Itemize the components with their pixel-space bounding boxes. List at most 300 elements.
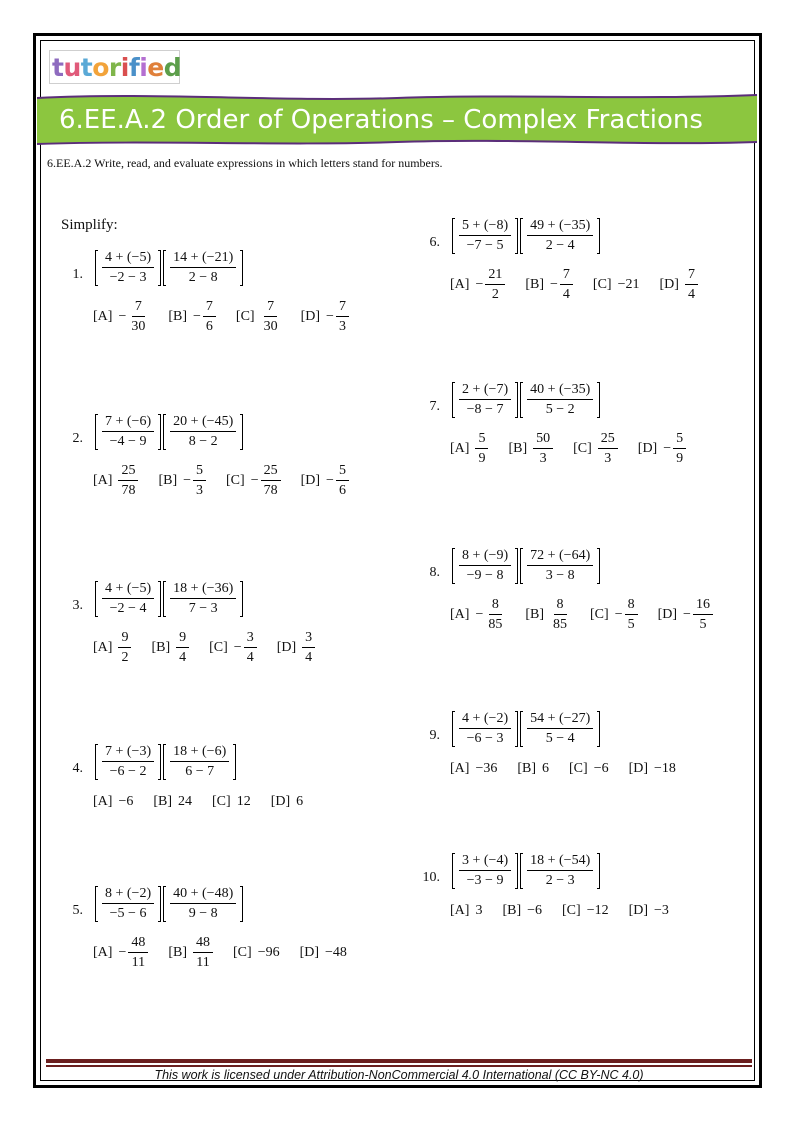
answer-label: [C] (209, 640, 228, 655)
answer-choices (93, 936, 367, 970)
problem-number: 6. (429, 235, 440, 250)
answer-label: [D] (299, 945, 320, 960)
answer-fraction (625, 598, 638, 632)
second-bracket-fraction-denominator: 2 − 8 (188, 270, 218, 285)
answer-choice-A (93, 936, 148, 970)
answer-fraction-numerator: 48 (128, 936, 148, 953)
answer-choice-A (450, 598, 505, 632)
left-bracket (520, 382, 523, 418)
problem-8 (412, 548, 752, 658)
second-bracket-fraction (527, 712, 593, 746)
answer-fraction-numerator: 7 (560, 268, 573, 285)
problem-number: 8. (429, 565, 440, 580)
left-bracket (95, 250, 98, 286)
standard-description: 6.EE.A.2 Write, read, and evaluate expressions in which letters stand for numbers. (47, 156, 443, 170)
left-bracket (95, 581, 98, 617)
page-title: 6.EE.A.2 Order of Operations – Complex Fractions (59, 105, 703, 135)
answer-fraction-denominator: 3 (539, 451, 547, 466)
left-bracket (452, 218, 455, 254)
answer-choice-A (450, 268, 505, 302)
answer-label: [A] (93, 794, 113, 809)
answer-label: [D] (300, 309, 321, 324)
problem-expression (452, 218, 602, 254)
answer-choice-C (226, 464, 281, 498)
answer-label: [C] (573, 441, 592, 456)
answer-fraction-numerator: 25 (118, 464, 138, 481)
answer-label: [C] (592, 277, 612, 292)
second-bracket (163, 744, 238, 780)
answer-choices (450, 268, 718, 302)
second-bracket-fraction-numerator: 18 + (−6) (170, 745, 229, 762)
answer-choice-D (629, 761, 676, 777)
logo-letter: o (92, 52, 109, 82)
answer-label: [A] (450, 277, 470, 292)
answer-choices (93, 631, 335, 665)
answer-fraction-denominator: 85 (553, 617, 568, 632)
left-bracket (520, 711, 523, 747)
answer-label: [D] (300, 473, 321, 488)
answer-value: −21 (617, 277, 640, 292)
first-bracket (95, 744, 163, 780)
answer-choice-B (151, 631, 189, 665)
answer-fraction-numerator: 7 (203, 300, 216, 317)
answer-fraction-denominator: 4 (179, 650, 187, 665)
answer-fraction-denominator: 4 (687, 287, 695, 302)
answer-label: [B] (158, 473, 178, 488)
license-footer: This work is licensed under Attribution-NonCommercial 4.0 International (CC BY-NC 4.0) (154, 1068, 644, 1082)
answer-fraction-denominator: 9 (478, 451, 486, 466)
answer-label: [D] (276, 640, 297, 655)
problem-number: 4. (72, 761, 83, 776)
answer-choice-C (593, 277, 640, 293)
answer-label: [A] (93, 640, 113, 655)
answer-fraction (193, 464, 206, 498)
first-bracket-fraction (102, 887, 154, 921)
right-bracket (240, 581, 243, 617)
answer-fraction (336, 300, 349, 334)
problem-expression (452, 853, 602, 889)
second-bracket-fraction-denominator: 8 − 2 (188, 434, 218, 449)
answer-label: [D] (270, 794, 291, 809)
answer-label: [D] (657, 607, 678, 622)
first-bracket-fraction-numerator: 5 + (−8) (459, 219, 511, 236)
answer-choice-B (517, 761, 549, 777)
second-bracket-fraction (527, 383, 593, 417)
answer-value: −36 (475, 761, 498, 776)
right-bracket (158, 581, 161, 617)
answer-label: [B] (525, 277, 545, 292)
answer-choice-A (93, 464, 138, 498)
problem-number: 10. (422, 870, 440, 885)
answer-choice-C (569, 761, 609, 777)
answer-label: [C] (235, 309, 255, 324)
second-bracket (520, 218, 602, 254)
answer-choice-C (233, 945, 280, 961)
answer-choice-D (629, 903, 669, 919)
right-bracket (158, 886, 161, 922)
answer-label: [B] (153, 794, 173, 809)
second-bracket (520, 853, 602, 889)
answer-label: [D] (637, 441, 658, 456)
answer-value: 24 (178, 794, 193, 809)
first-bracket-fraction (102, 745, 154, 779)
answer-sign: − (683, 607, 691, 622)
first-bracket-fraction-denominator: −6 − 3 (466, 731, 504, 746)
answer-choice-D (301, 464, 349, 498)
answer-label: [A] (450, 607, 470, 622)
answer-choice-D (301, 300, 349, 334)
answer-label: [C] (212, 794, 231, 809)
answer-choice-C (573, 432, 618, 466)
right-bracket (597, 853, 600, 889)
answer-fraction (203, 300, 216, 334)
answer-sign: − (614, 607, 623, 622)
logo-letter: i (120, 52, 129, 82)
left-bracket (163, 414, 166, 450)
answer-fraction (128, 300, 148, 334)
answer-fraction (673, 432, 686, 466)
first-bracket (95, 581, 163, 617)
second-bracket-fraction-denominator: 9 − 8 (188, 906, 218, 921)
answer-choice-D (300, 945, 347, 961)
problem-10 (412, 853, 752, 963)
first-bracket (452, 218, 520, 254)
second-bracket-fraction (170, 745, 229, 779)
answer-fraction-denominator: 78 (263, 483, 278, 498)
answer-value: 12 (236, 794, 251, 809)
problem-7 (412, 382, 752, 492)
answer-sign: − (118, 309, 127, 324)
answer-choice-C (236, 300, 281, 334)
answer-fraction (485, 268, 505, 302)
first-bracket-fraction (459, 712, 511, 746)
footer-rule-thin (46, 1065, 752, 1067)
second-bracket-fraction-denominator: 2 − 3 (545, 873, 575, 888)
second-bracket-fraction-numerator: 40 + (−35) (527, 383, 593, 400)
first-bracket-fraction-denominator: −7 − 5 (466, 238, 504, 253)
answer-fraction-numerator: 3 (302, 631, 315, 648)
right-bracket (240, 250, 243, 286)
answer-sign: − (475, 607, 484, 622)
right-bracket (515, 548, 518, 584)
answer-fraction-denominator: 3 (196, 483, 204, 498)
answer-choice-B (168, 300, 216, 334)
answer-value: −6 (118, 794, 134, 809)
first-bracket-fraction (459, 219, 511, 253)
answer-sign: − (326, 473, 334, 488)
right-bracket (597, 218, 600, 254)
second-bracket-fraction-denominator: 5 − 2 (545, 402, 575, 417)
answer-fraction-numerator: 7 (685, 268, 698, 285)
answer-choice-A (450, 903, 482, 919)
answer-fraction (302, 631, 315, 665)
answer-choice-D (271, 794, 303, 810)
answer-fraction-numerator: 48 (193, 936, 213, 953)
first-bracket-fraction-numerator: 4 + (−2) (459, 712, 511, 729)
problem-expression (95, 414, 245, 450)
answer-fraction-denominator: 5 (627, 617, 635, 632)
answer-choice-A (450, 432, 488, 466)
second-bracket-fraction-numerator: 54 + (−27) (527, 712, 593, 729)
right-bracket (158, 250, 161, 286)
answer-label: [D] (628, 761, 649, 776)
right-bracket (515, 382, 518, 418)
problem-3 (55, 581, 395, 691)
first-bracket-fraction (459, 383, 511, 417)
answer-fraction-denominator: 6 (205, 319, 213, 334)
answer-label: [B] (517, 761, 537, 776)
second-bracket-fraction-numerator: 20 + (−45) (170, 415, 236, 432)
logo-letter: i (139, 52, 148, 82)
left-bracket (95, 744, 98, 780)
answer-fraction (560, 268, 573, 302)
problem-number: 2. (72, 431, 83, 446)
left-bracket (520, 218, 523, 254)
second-bracket-fraction-numerator: 49 + (−35) (527, 219, 593, 236)
answer-value: −96 (257, 945, 280, 960)
right-bracket (240, 886, 243, 922)
answer-fraction (598, 432, 618, 466)
answer-choice-B (168, 936, 213, 970)
problem-expression (452, 382, 602, 418)
answer-choice-A (93, 300, 148, 334)
answer-choice-B (153, 794, 192, 810)
first-bracket-fraction-denominator: −3 − 9 (466, 873, 504, 888)
first-bracket-fraction-denominator: −9 − 8 (466, 568, 504, 583)
answer-choice-D (277, 631, 315, 665)
answer-label: [A] (450, 761, 470, 776)
answer-fraction-numerator: 25 (598, 432, 618, 449)
answer-label: [C] (569, 761, 588, 776)
answer-fraction (485, 598, 505, 632)
right-bracket (240, 414, 243, 450)
first-bracket-fraction-denominator: −2 − 4 (109, 601, 147, 616)
answer-fraction-numerator: 5 (193, 464, 206, 481)
answer-value: −6 (593, 761, 609, 776)
answer-fraction-denominator: 4 (246, 650, 254, 665)
answer-value: −3 (654, 903, 669, 918)
answer-choice-B (502, 903, 542, 919)
right-bracket (158, 744, 161, 780)
answer-fraction-numerator: 8 (625, 598, 638, 615)
problem-1 (55, 250, 395, 360)
answer-sign: − (250, 473, 259, 488)
answer-label: [A] (93, 945, 113, 960)
answer-fraction (475, 432, 488, 466)
answer-fraction (128, 936, 148, 970)
problem-6 (412, 218, 752, 328)
answer-fraction (693, 598, 713, 632)
second-bracket (163, 886, 245, 922)
first-bracket-fraction-denominator: −5 − 6 (109, 906, 147, 921)
answer-fraction-numerator: 16 (693, 598, 713, 615)
answer-choices (450, 598, 733, 632)
first-bracket-fraction-denominator: −4 − 9 (109, 434, 147, 449)
logo-letter: r (108, 52, 121, 82)
second-bracket-fraction-numerator: 14 + (−21) (170, 251, 236, 268)
second-bracket-fraction-denominator: 3 − 8 (545, 568, 575, 583)
answer-label: [B] (151, 640, 171, 655)
answer-fraction (193, 936, 213, 970)
first-bracket-fraction (102, 415, 154, 449)
answer-sign: − (183, 473, 192, 488)
right-bracket (158, 414, 161, 450)
answer-choice-C (212, 794, 251, 810)
problem-5 (55, 886, 395, 996)
answer-choice-A (450, 761, 497, 777)
right-bracket (515, 218, 518, 254)
answer-fraction (336, 464, 349, 498)
answer-fraction (685, 268, 698, 302)
problem-number: 5. (72, 903, 83, 918)
answer-value: 6 (542, 761, 550, 776)
logo-letter: e (147, 52, 164, 82)
answer-label: [B] (168, 309, 188, 324)
first-bracket (452, 711, 520, 747)
logo-letter: t (52, 52, 64, 82)
answer-choice-D (638, 432, 686, 466)
second-bracket (520, 382, 602, 418)
answer-choice-B (525, 598, 570, 632)
first-bracket (452, 853, 520, 889)
answer-fraction-denominator: 11 (131, 955, 146, 970)
answer-sign: − (326, 309, 334, 324)
answer-fraction-denominator: 6 (338, 483, 346, 498)
second-bracket-fraction-denominator: 5 − 4 (545, 731, 575, 746)
second-bracket-fraction (170, 582, 236, 616)
problem-expression (452, 548, 602, 584)
problem-number: 7. (429, 399, 440, 414)
answer-choices (450, 903, 689, 919)
second-bracket-fraction (527, 219, 593, 253)
second-bracket (163, 250, 245, 286)
answer-fraction (118, 631, 131, 665)
first-bracket (95, 886, 163, 922)
first-bracket (95, 414, 163, 450)
left-bracket (452, 711, 455, 747)
second-bracket-fraction-numerator: 40 + (−48) (170, 887, 236, 904)
answer-choice-B (525, 268, 573, 302)
answer-choice-B (158, 464, 206, 498)
answer-label: [A] (450, 903, 470, 918)
answer-label: [B] (508, 441, 528, 456)
first-bracket (95, 250, 163, 286)
answer-fraction-denominator: 2 (121, 650, 129, 665)
problem-number: 3. (72, 598, 83, 613)
answer-choice-C (209, 631, 257, 665)
left-bracket (163, 581, 166, 617)
answer-choices (450, 432, 706, 466)
answer-label: [B] (502, 903, 522, 918)
first-bracket-fraction-numerator: 8 + (−9) (459, 549, 511, 566)
answer-label: [B] (168, 945, 188, 960)
second-bracket (520, 711, 602, 747)
answer-fraction-denominator: 3 (338, 319, 346, 334)
answer-fraction-numerator: 21 (485, 268, 505, 285)
logo-letter: t (80, 52, 93, 82)
answer-value: 6 (296, 794, 304, 809)
answer-fraction (261, 300, 281, 334)
first-bracket-fraction-numerator: 8 + (−2) (102, 887, 154, 904)
answer-choices (93, 464, 369, 498)
first-bracket-fraction-numerator: 7 + (−3) (102, 745, 154, 762)
answer-fraction-denominator: 4 (562, 287, 570, 302)
left-bracket (452, 853, 455, 889)
first-bracket-fraction-denominator: −8 − 7 (466, 402, 504, 417)
first-bracket-fraction (102, 582, 154, 616)
answer-sign: − (475, 277, 484, 292)
answer-label: [A] (93, 473, 113, 488)
answer-fraction-denominator: 85 (488, 617, 503, 632)
answer-value: −6 (527, 903, 543, 918)
second-bracket-fraction-numerator: 72 + (−64) (527, 549, 593, 566)
left-bracket (520, 853, 523, 889)
answer-sign: − (233, 640, 242, 655)
answer-fraction-denominator: 9 (676, 451, 684, 466)
tutorified-logo (49, 50, 180, 84)
answer-sign: − (663, 441, 672, 456)
first-bracket-fraction-numerator: 7 + (−6) (102, 415, 154, 432)
left-bracket (163, 250, 166, 286)
answer-fraction-numerator: 5 (336, 464, 349, 481)
problem-number: 1. (72, 267, 83, 282)
right-bracket (597, 382, 600, 418)
instruction: Simplify: (61, 217, 118, 233)
answer-label: [C] (226, 473, 245, 488)
second-bracket (520, 548, 602, 584)
first-bracket-fraction-numerator: 3 + (−4) (459, 854, 511, 871)
answer-fraction-numerator: 5 (475, 432, 488, 449)
problem-expression (95, 744, 238, 780)
answer-fraction-denominator: 2 (491, 287, 499, 302)
second-bracket-fraction-numerator: 18 + (−36) (170, 582, 236, 599)
answer-label: [C] (233, 945, 252, 960)
answer-label: [C] (590, 607, 609, 622)
answer-choice-D (660, 268, 698, 302)
first-bracket (452, 382, 520, 418)
answer-choices (93, 300, 369, 334)
answer-choices (450, 761, 696, 777)
problem-9 (412, 711, 752, 821)
answer-fraction-numerator: 3 (244, 631, 257, 648)
first-bracket (452, 548, 520, 584)
problem-expression (452, 711, 602, 747)
second-bracket-fraction-denominator: 6 − 7 (185, 764, 215, 779)
answer-choice-D (658, 598, 713, 632)
answer-fraction-numerator: 7 (336, 300, 349, 317)
left-bracket (520, 548, 523, 584)
answer-fraction-numerator: 50 (533, 432, 553, 449)
left-bracket (163, 744, 166, 780)
answer-fraction-denominator: 11 (196, 955, 210, 970)
answer-value: 3 (475, 903, 483, 918)
answer-fraction-numerator: 9 (118, 631, 131, 648)
first-bracket-fraction-denominator: −2 − 3 (109, 270, 147, 285)
left-bracket (163, 886, 166, 922)
logo-letter: u (63, 52, 81, 82)
answer-fraction-numerator: 8 (554, 598, 567, 615)
answer-fraction (533, 432, 553, 466)
logo-letter: f (128, 52, 140, 82)
problem-expression (95, 886, 245, 922)
answer-label: [B] (525, 607, 545, 622)
answer-fraction-denominator: 30 (131, 319, 146, 334)
answer-fraction-numerator: 9 (176, 631, 189, 648)
problem-expression (95, 581, 245, 617)
second-bracket-fraction (170, 251, 236, 285)
answer-fraction (176, 631, 189, 665)
answer-label: [D] (659, 277, 679, 292)
